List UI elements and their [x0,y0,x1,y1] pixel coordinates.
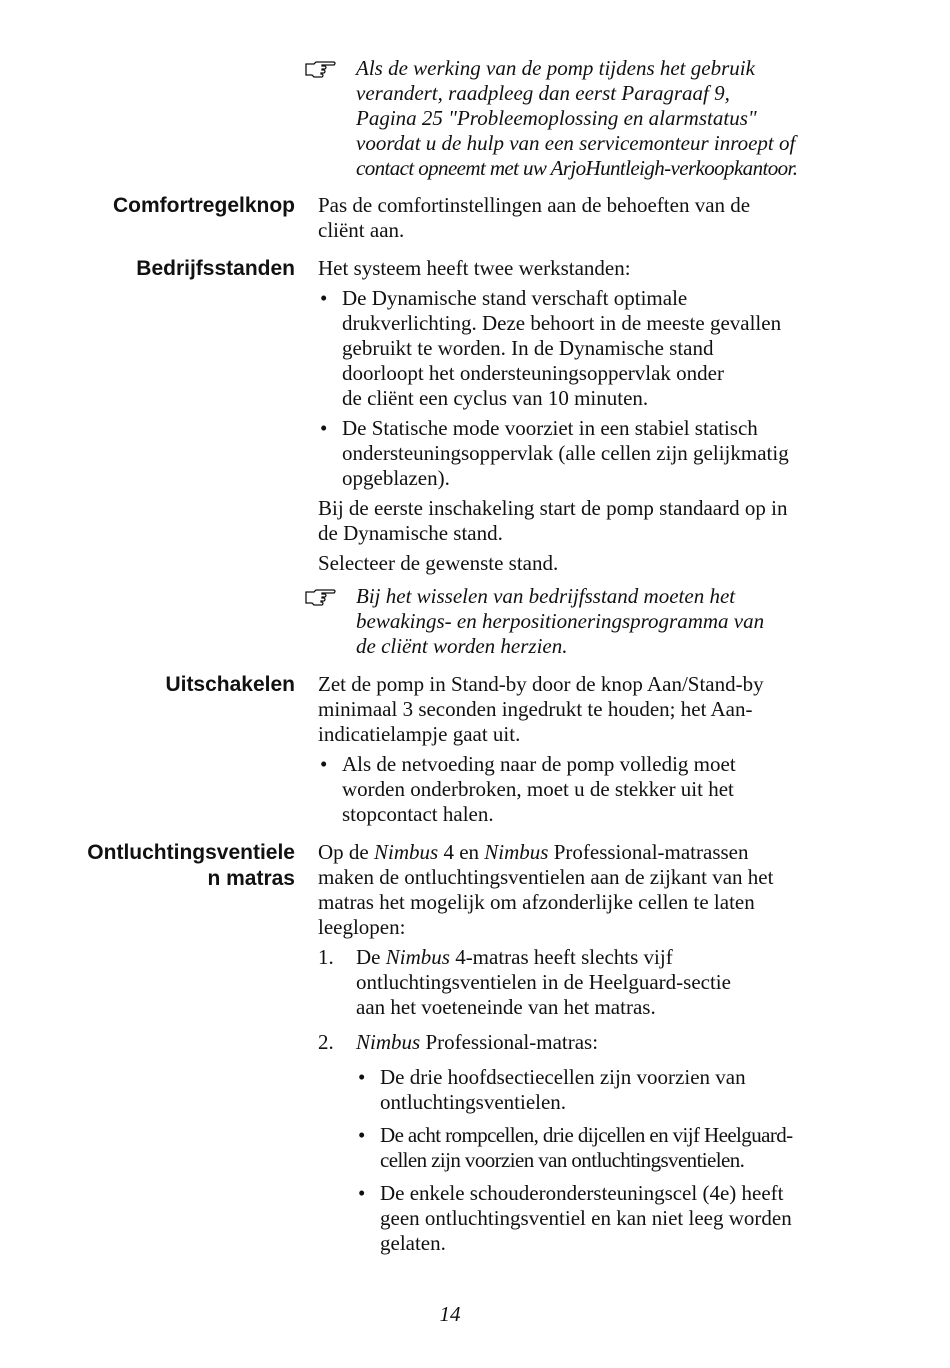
bullet-marker: • [358,1123,365,1147]
bullet-item [318,752,848,827]
sub-bullet-item [318,1065,848,1115]
body-line: Zet de pomp in Stand-by door de knop Aan/Stand-by [318,672,764,696]
numbered-item [318,1030,848,1055]
body-line: Bij de eerste inschakeling start de pomp standaard op in [318,496,788,520]
body-line: indicatielampje gaat uit. [318,722,521,746]
bullet-marker: • [358,1181,366,1205]
body-line: matras het mogelijk om afzonderlijke cellen te laten [318,890,755,914]
bullet-line: ondersteuningsoppervlak (alle cellen zijn gelijkmatig [342,441,789,465]
pointing-hand-icon [304,582,338,608]
bullet-item [318,416,848,491]
bullet-line: De enkele schouderondersteuningscel (4e) heeft [380,1181,784,1205]
item-number: 2. [318,1030,334,1054]
item-line: aan het voeteneinde van het matras. [356,995,656,1019]
body-line: minimaal 3 seconden ingedrukt te houden; het Aan- [318,697,753,721]
item-number: 1. [318,945,334,969]
bullet-line: gebruikt te worden. In de Dynamische stand [342,336,714,360]
note-line: Bij het wisselen van bedrijfsstand moeten het [356,584,736,608]
bullet-line: cellen zijn voorzien van ontluchtingsventielen. [380,1148,745,1172]
item-line: ontluchtingsventielen in de Heelguard-sectie [356,970,731,994]
pointing-hand-icon [304,54,338,80]
section-heading: Uitschakelen [165,673,295,696]
bullet-line: geen ontluchtingsventiel en kan niet leeg worden [380,1206,792,1230]
bullet-line: De Statische mode voorziet in een stabiel statisch [342,416,758,440]
bullet-line: stopcontact halen. [342,802,494,826]
body-line: leeglopen: [318,915,406,939]
bullet-line: de cliënt een cyclus van 10 minuten. [342,386,649,410]
bullet-marker: • [358,1065,366,1089]
body-line: de Dynamische stand. [318,521,503,545]
bullet-marker: • [320,752,328,776]
section-heading-line: n matras [207,867,295,890]
item-line: Nimbus Professional-matras: [356,1030,599,1054]
body-line: maken de ontluchtingsventielen aan de zijkant van het [318,865,774,889]
note-line: Pagina 25 "Probleemoplossing en alarmstatus" [356,106,757,130]
section-heading [40,840,295,892]
note-line: voordat u de hulp van een servicemonteur inroept of [356,131,796,155]
sub-bullet-item [318,1123,848,1173]
body-line: Het systeem heeft twee werkstanden: [318,256,631,280]
bullet-line: drukverlichting. Deze behoort in de meeste gevallen [342,311,782,335]
section-heading: Comfortregelknop [112,194,295,217]
bullet-line: doorloopt het ondersteuningsoppervlak onder [342,361,724,385]
bullet-line: De drie hoofdsectiecellen zijn voorzien van [380,1065,746,1089]
bullet-line: ontluchtingsventielen. [380,1090,567,1114]
bullet-line: De acht rompcellen, drie dijcellen en vijf Heelguard- [380,1123,793,1147]
bullet-line: worden onderbroken, moet u de stekker uit het [342,777,734,801]
note-line: verandert, raadpleeg dan eerst Paragraaf 9, [356,81,730,105]
note-line: Als de werking van de pomp tijdens het gebruik [356,56,755,80]
body-line: cliënt aan. [318,218,405,242]
bullet-marker: • [320,286,328,310]
note-line: bewakings- en herpositioneringsprogramma van [356,609,765,633]
note-line: contact opneemt met uw ArjoHuntleigh-verkoopkantoor. [356,156,798,180]
body-line: Op de Nimbus 4 en Nimbus Professional-matrassen [318,840,749,864]
section-heading-line: Ontluchtingsventiele [87,841,295,864]
numbered-item [318,945,848,1020]
note-line: de cliënt worden herzien. [356,634,568,658]
body-line: Selecteer de gewenste stand. [318,551,559,575]
bullet-line: De Dynamische stand verschaft optimale [342,286,688,310]
body-line: Pas de comfortinstellingen aan de behoeften van de [318,193,751,217]
sub-bullet-item [318,1181,848,1256]
bullet-line: Als de netvoeding naar de pomp volledig moet [342,752,736,776]
bullet-item [318,286,848,411]
bullet-marker: • [320,416,328,440]
bullet-line: gelaten. [380,1231,446,1255]
section-heading: Bedrijfsstanden [136,257,295,280]
bullet-line: opgeblazen). [342,466,450,490]
item-line: De Nimbus 4-matras heeft slechts vijf [356,945,673,969]
page-number: 14 [439,1302,461,1326]
